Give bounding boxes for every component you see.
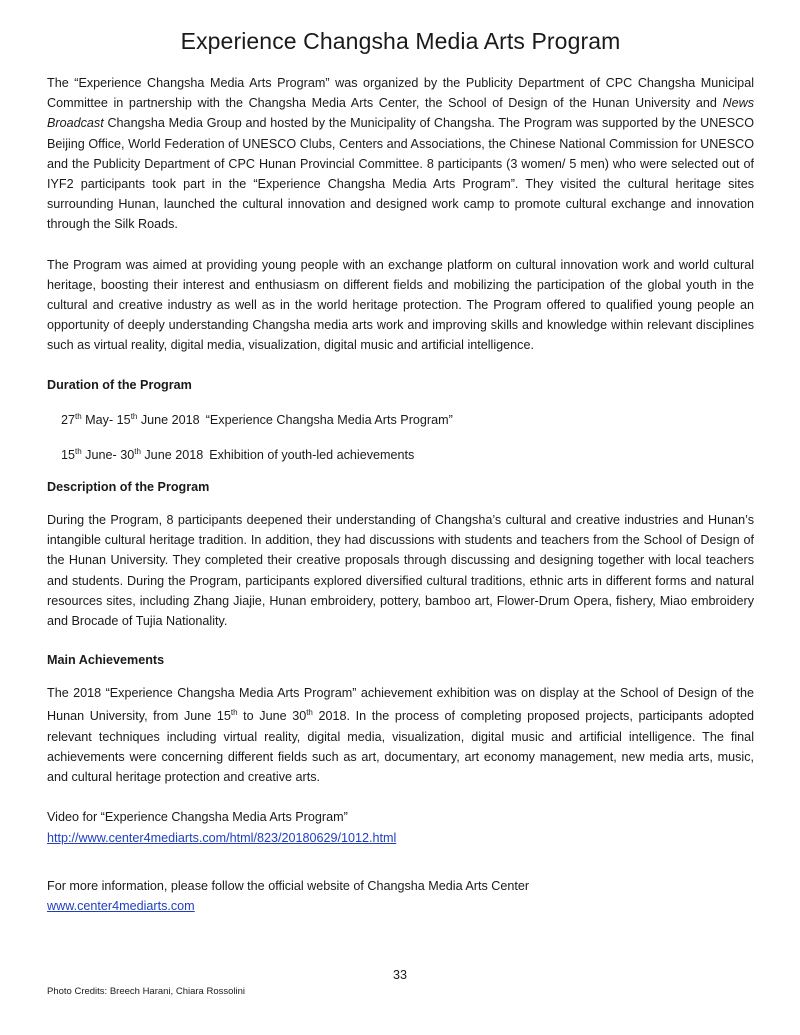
video-link[interactable]: http://www.center4mediarts.com/html/823/20180629/1012.html (47, 830, 397, 845)
intro-paragraph (47, 73, 754, 235)
description-heading: Description of the Program (47, 480, 210, 495)
aim-paragraph: The Program was aimed at providing young people with an exchange platform on cultural innovation work and world cultural heritage, boosting their interest and enthusiasm on different fields and mobilizing the participation of the global youth in the cultural and creative industry as well as in the world heritage protection. The Program offered to qualified young people an opportunity of deeply understanding Changsha media arts work and improving skills and knowledge within relevant disciplines such as virtual reality, digital media, visualization, digital music and artificial intelligence. (47, 257, 754, 353)
intro-text-part2: Changsha Media Group and hosted by the Municipality of Changsha. The Program was supported by the UNESCO Beijing Office, World Federation of UNESCO Clubs, Centers and Associations, the Chinese National Commission for UNESCO and the Publicity Department of CPC Hunan Provincial Committee. 8 participants (3 women/ 5 men) who were selected out of IYF2 participants took part in the “Experience Changsha Media Arts Program”. They visited the cultural heritage sites surrounding Hunan, launched the cultural innovation and designed work camp to promote cultural exchange and innovation through the Silk Roads. (47, 116, 754, 232)
duration-description: Exhibition of youth-led achievements (209, 448, 415, 463)
duration-day: 15 (61, 448, 76, 463)
duration-day: 30 (120, 448, 135, 463)
video-label: Video for “Experience Changsha Media Arts Program” (47, 810, 348, 825)
achievements-text-part3: 2018. In the process of completing proposed projects, participants adopted relevant techniques including virtual reality, digital media, visualization, digital music and artificial intelligence. The final achievements were concerning different fields such as art, documentary, art economy management, new media arts, music, and cultural heritage protection and creative arts. (47, 709, 754, 785)
website-link[interactable]: www.center4mediarts.com (47, 899, 195, 914)
duration-suffix: th (75, 446, 82, 456)
duration-line-2 (61, 443, 754, 464)
duration-suffix: th (75, 411, 82, 421)
duration-month: June 2018 (137, 412, 200, 427)
page-number: 33 (392, 968, 407, 982)
duration-line-1 (61, 408, 754, 429)
intro-text-part1: The “Experience Changsha Media Arts Program” was organized by the Publicity Department of CPC Changsha Municipal Committee in partnership with the Changsha Media Arts Center, the School of Design of the Hunan University and (47, 76, 754, 111)
duration-month: June 2018 (140, 448, 204, 463)
date-suffix: th (230, 708, 238, 718)
document-page (47, 28, 754, 936)
video-section (47, 807, 754, 847)
duration-heading: Duration of the Program (47, 377, 192, 392)
date-suffix: th (306, 708, 313, 718)
duration-month: May- (81, 412, 117, 427)
achievements-text-part2: to June 30 (237, 709, 307, 724)
duration-description: “Experience Changsha Media Arts Program” (205, 412, 453, 427)
achievements-text-part1: The 2018 “Experience Changsha Media Arts Program” achievement exhibition was on display at the School of Design of the Hunan University, from June 15 (47, 686, 754, 724)
photo-credits: Photo Credits: Breech Harani, Chiara Rossolini (47, 986, 246, 997)
achievements-heading: Main Achievements (47, 653, 165, 668)
description-paragraph: During the Program, 8 participants deepened their understanding of Changsha’s cultural and creative industries and Hunan’s intangible cultural heritage tradition. In addition, they had discussions with students and teachers from the School of Design of the Hunan University. They completed their creative proposals through discussing and designing together with local teachers and students. During the Program, participants explored diversified cultural traditions, ethnic arts in different forms and natural resources sites, including Zhang Jiajie, Hunan embroidery, pottery, bamboo art, Flower-Drum Opera, fishery, Miao embroidery and Brocade of Tujia Nationality. (47, 513, 754, 629)
more-info-section (47, 876, 754, 916)
duration-suffix: th (134, 446, 141, 456)
achievements-paragraph (47, 683, 754, 787)
duration-suffix: th (130, 411, 138, 421)
intro-italic-text: News Broadcast (47, 96, 754, 131)
page-title: Experience Changsha Media Arts Program (180, 28, 621, 54)
duration-day: 27 (61, 412, 76, 427)
duration-month: June- (81, 448, 121, 463)
more-info-label: For more information, please follow the official website of Changsha Media Arts Center (47, 878, 530, 893)
duration-day: 15 (116, 412, 131, 427)
